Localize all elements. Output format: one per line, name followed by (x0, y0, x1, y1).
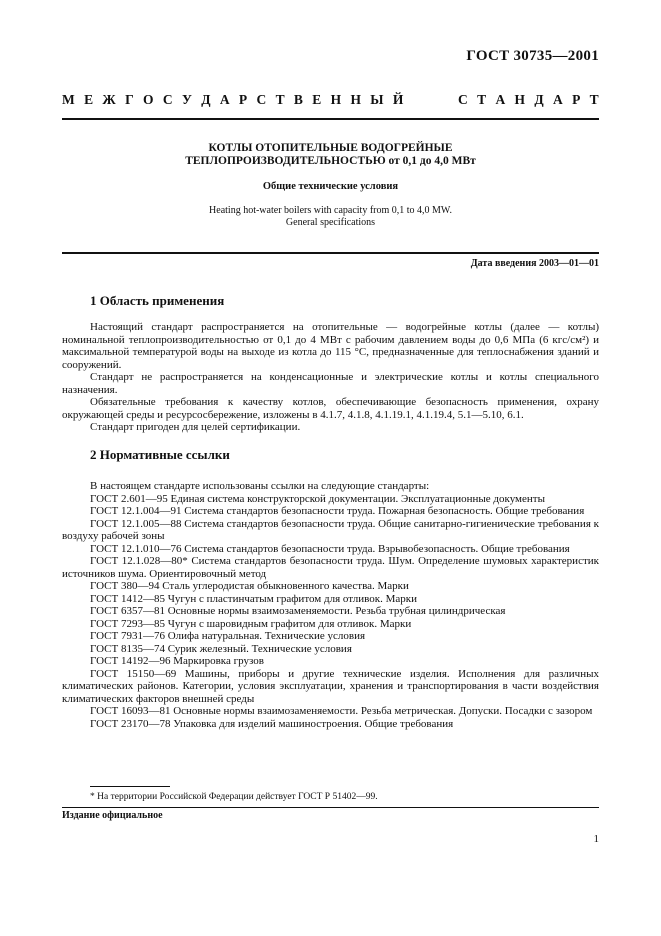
introduction-date: Дата введения 2003—01—01 (470, 258, 599, 269)
doc-title-line1: КОТЛЫ ОТОПИТЕЛЬНЫЕ ВОДОГРЕЙНЫЕ (208, 142, 453, 154)
reference-item: ГОСТ 15150—69 Машины, приборы и другие технические изделия. Исполнения для различных климатических районов. Категории, условия эксплуатации, хранения и транспортирования в части воздействия климатических факторов внешней среды (62, 667, 599, 705)
reference-item: ГОСТ 7931—76 Олифа натуральная. Технические условия (90, 630, 366, 642)
section1-paragraph: Стандарт пригоден для целей сертификации. (90, 421, 301, 433)
reference-item: ГОСТ 14192—96 Маркировка грузов (90, 655, 264, 667)
footnote: * На территории Российской Федерации действует ГОСТ Р 51402—99. (90, 792, 378, 802)
doc-subtitle: Общие технические условия (262, 181, 399, 192)
section2-intro: В настоящем стандарте использованы ссылки на следующие стандарты: (90, 480, 430, 492)
doc-title-line2: ТЕПЛОПРОИЗВОДИТЕЛЬНОСТЬЮ от 0,1 до 4,0 МВт (185, 155, 476, 167)
banner-letter: С (256, 92, 267, 107)
banner-letter: Н (350, 92, 361, 107)
banner-letter: Д (534, 92, 544, 107)
banner-letter: Н (330, 92, 342, 107)
banner-letter: М (62, 92, 75, 107)
banner-letter: А (495, 92, 506, 107)
reference-item: ГОСТ 16093—81 Основные нормы взаимозаменяемости. Резьба метрическая. Допуски. Посадки с зазором (90, 705, 593, 717)
reference-item: ГОСТ 12.1.004—91 Система стандартов безопасности труда. Пожарная безопасность. Общие требования (90, 505, 585, 517)
section1-paragraph: Настоящий стандарт распространяется на отопительные — водогрейные котлы (далее — котлы) номинальной теплопроизводительностью от 0,1 до 4 МВт с рабочим давлением воды до 0,6 МПа (6 кгс/см²) и максимальной температурой воды на выходе из котла до 115 °С, предназначенные для теплоснабжения зданий и сооружений. (62, 321, 599, 371)
reference-item: ГОСТ 2.601—95 Единая система конструкторской документации. Эксплуатационные документы (90, 492, 545, 505)
banner-letter: Р (238, 92, 248, 107)
banner-letter: Р (572, 92, 581, 107)
banner-letter: Т (477, 92, 487, 107)
banner-letter: Й (392, 92, 404, 107)
reference-item: ГОСТ 12.1.010—76 Система стандартов безопасности труда. Взрывобезопасность. Общие требования (90, 542, 570, 555)
bottom-rule (62, 807, 599, 808)
banner-letter: А (553, 92, 563, 107)
banner-letter: Ж (102, 92, 116, 107)
banner-letter: Е (312, 92, 322, 107)
reference-item: ГОСТ 12.1.028—80* Система стандартов безопасности труда. Шум. Определение шумовых характеристик источников шума. Ориентировочный метод (62, 555, 599, 580)
standard-type-banner (62, 92, 599, 110)
reference-item: ГОСТ 380—94 Сталь углеродистая обыкновенного качества. Марки (90, 580, 409, 592)
reference-item: ГОСТ 7293—85 Чугун с шаровидным графитом для отливок. Марки (90, 617, 412, 630)
gost-number: ГОСТ 30735—2001 (466, 48, 599, 64)
top-rule (62, 118, 599, 120)
reference-item: ГОСТ 6357—81 Основные нормы взаимозаменяемости. Резьба трубная цилиндрическая (90, 605, 506, 617)
banner-letter: В (293, 92, 303, 107)
edition-label: Издание официальное (62, 810, 163, 821)
footnote-rule (90, 786, 170, 787)
en-title-line2: General specifications (285, 217, 376, 228)
section1-heading: 1 Область применения (90, 293, 225, 308)
reference-item: ГОСТ 1412—85 Чугун с пластинчатым графитом для отливок. Марки (90, 592, 417, 605)
banner-letter: Т (589, 92, 599, 107)
section2-heading: 2 Нормативные ссылки (90, 447, 230, 462)
banner-letter: Ы (370, 92, 384, 107)
banner-letter: Н (514, 92, 526, 107)
reference-item: ГОСТ 23170—78 Упаковка для изделий машиностроения. Общие требования (90, 717, 454, 730)
section2-body (62, 480, 599, 730)
section1-paragraph: Обязательные требования к качеству котлов, обеспечивающие безопасность применения, охрану окружающей среды и ресурсосбережение, изложены в 4.1.7, 4.1.8, 4.1.19.1, 4.1.19.4, 5.1—5.10, 6.1. (62, 396, 599, 421)
section1-body (62, 321, 599, 434)
banner-letter: Т (275, 92, 285, 107)
banner-letter: С (162, 92, 173, 107)
middle-rule (62, 252, 599, 254)
reference-item: ГОСТ 8135—74 Сурик железный. Технические условия (90, 642, 352, 655)
banner-letter: О (143, 92, 154, 107)
banner-letter: Г (125, 92, 134, 107)
reference-item: ГОСТ 12.1.005—88 Система стандартов безопасности труда. Общие санитарно-гигиенические требования к воздуху рабочей зоны (62, 517, 599, 542)
banner-gap (413, 92, 449, 110)
page-number: 1 (593, 833, 599, 845)
section1-paragraph: Стандарт не распространяется на конденсационные и электрические котлы и котлы специального назначения. (62, 371, 599, 396)
banner-letter: С (458, 92, 468, 107)
en-title-line1: Heating hot-water boilers with capacity from 0,1 to 4,0 MW. (209, 205, 452, 216)
banner-letter: У (181, 92, 192, 107)
banner-letter: Е (84, 92, 94, 107)
banner-letter: Д (201, 92, 211, 107)
banner-letter: А (219, 92, 230, 107)
